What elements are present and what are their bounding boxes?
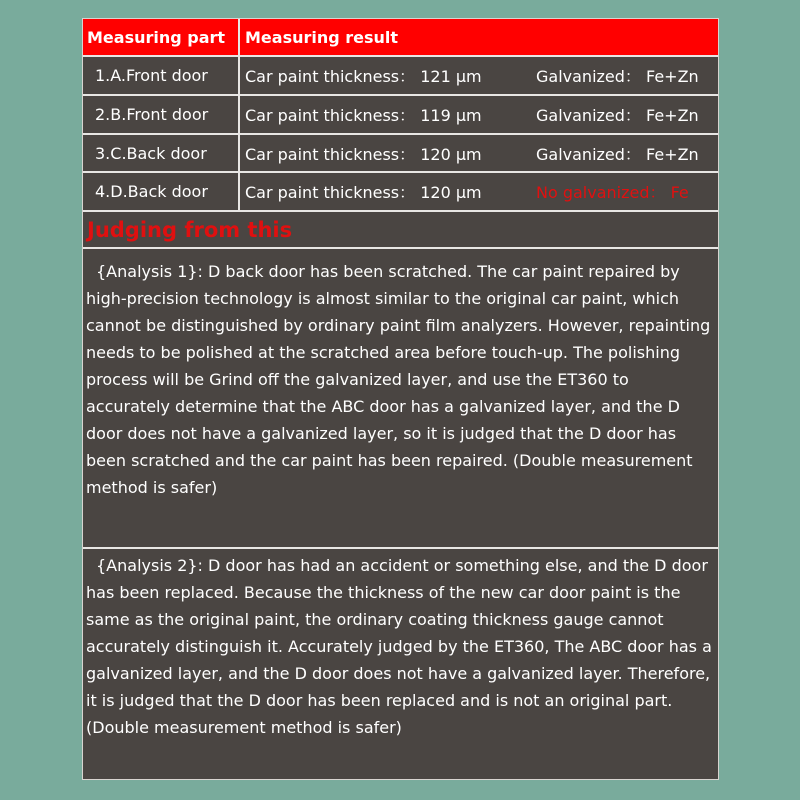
table-header [83,19,718,57]
row-part: 4.D.Back door [83,173,240,210]
row-thickness: Car paint thickness： 121 μm [245,67,482,86]
header-measuring-result: Measuring result [245,27,399,47]
row-galvanized-missing: No galvanized： Fe [536,183,689,202]
table-row [83,135,718,173]
row-galvanized: Galvanized： Fe+Zn [536,106,699,125]
table-row [83,173,718,212]
row-part: 2.B.Front door [83,96,240,133]
row-thickness: Car paint thickness： 120 μm [245,144,482,164]
analysis-2-text: {Analysis 2}: D door has had an accident or something else, and the D door has been replaced. Because the thickness of the new car door paint is the same as the original paint, the ordinary coating thickness gauge cannot accurately distinguish it. Accurately judged by the ET360, The ABC door has a galvanized layer, and the D door does not have a galvanized layer. Therefore, it is judged that the D door has been replaced and is not an original part. (Double measurement method is safer) [86,556,712,737]
row-part: 3.C.Back door [83,135,240,171]
row-part: 1.A.Front door [83,57,240,94]
table-row [83,57,718,96]
judging-title: Judging from this [83,212,718,249]
row-thickness: Car paint thickness： 120 μm [245,183,482,202]
measurement-panel [82,18,719,780]
header-measuring-part: Measuring part [83,19,240,55]
table-row [83,96,718,135]
row-galvanized: Galvanized： Fe+Zn [536,144,699,164]
row-thickness: Car paint thickness： 119 μm [245,106,482,125]
row-galvanized: Galvanized： Fe+Zn [536,67,699,86]
analysis-1-text: {Analysis 1}: D back door has been scratched. The car paint repaired by high-precision technology is almost similar to the original car paint, which cannot be distinguished by ordinary paint film analyzers. However, repainting needs to be polished at the scratched area before touch-up. The polishing process will be Grind off the galvanized layer, and use the ET360 to accurately determine that the ABC door has a galvanized layer, and the D door does not have a galvanized layer, so it is judged that the D door has been scratched and the car paint has been repaired. (Double measurement method is safer) [83,258,718,549]
